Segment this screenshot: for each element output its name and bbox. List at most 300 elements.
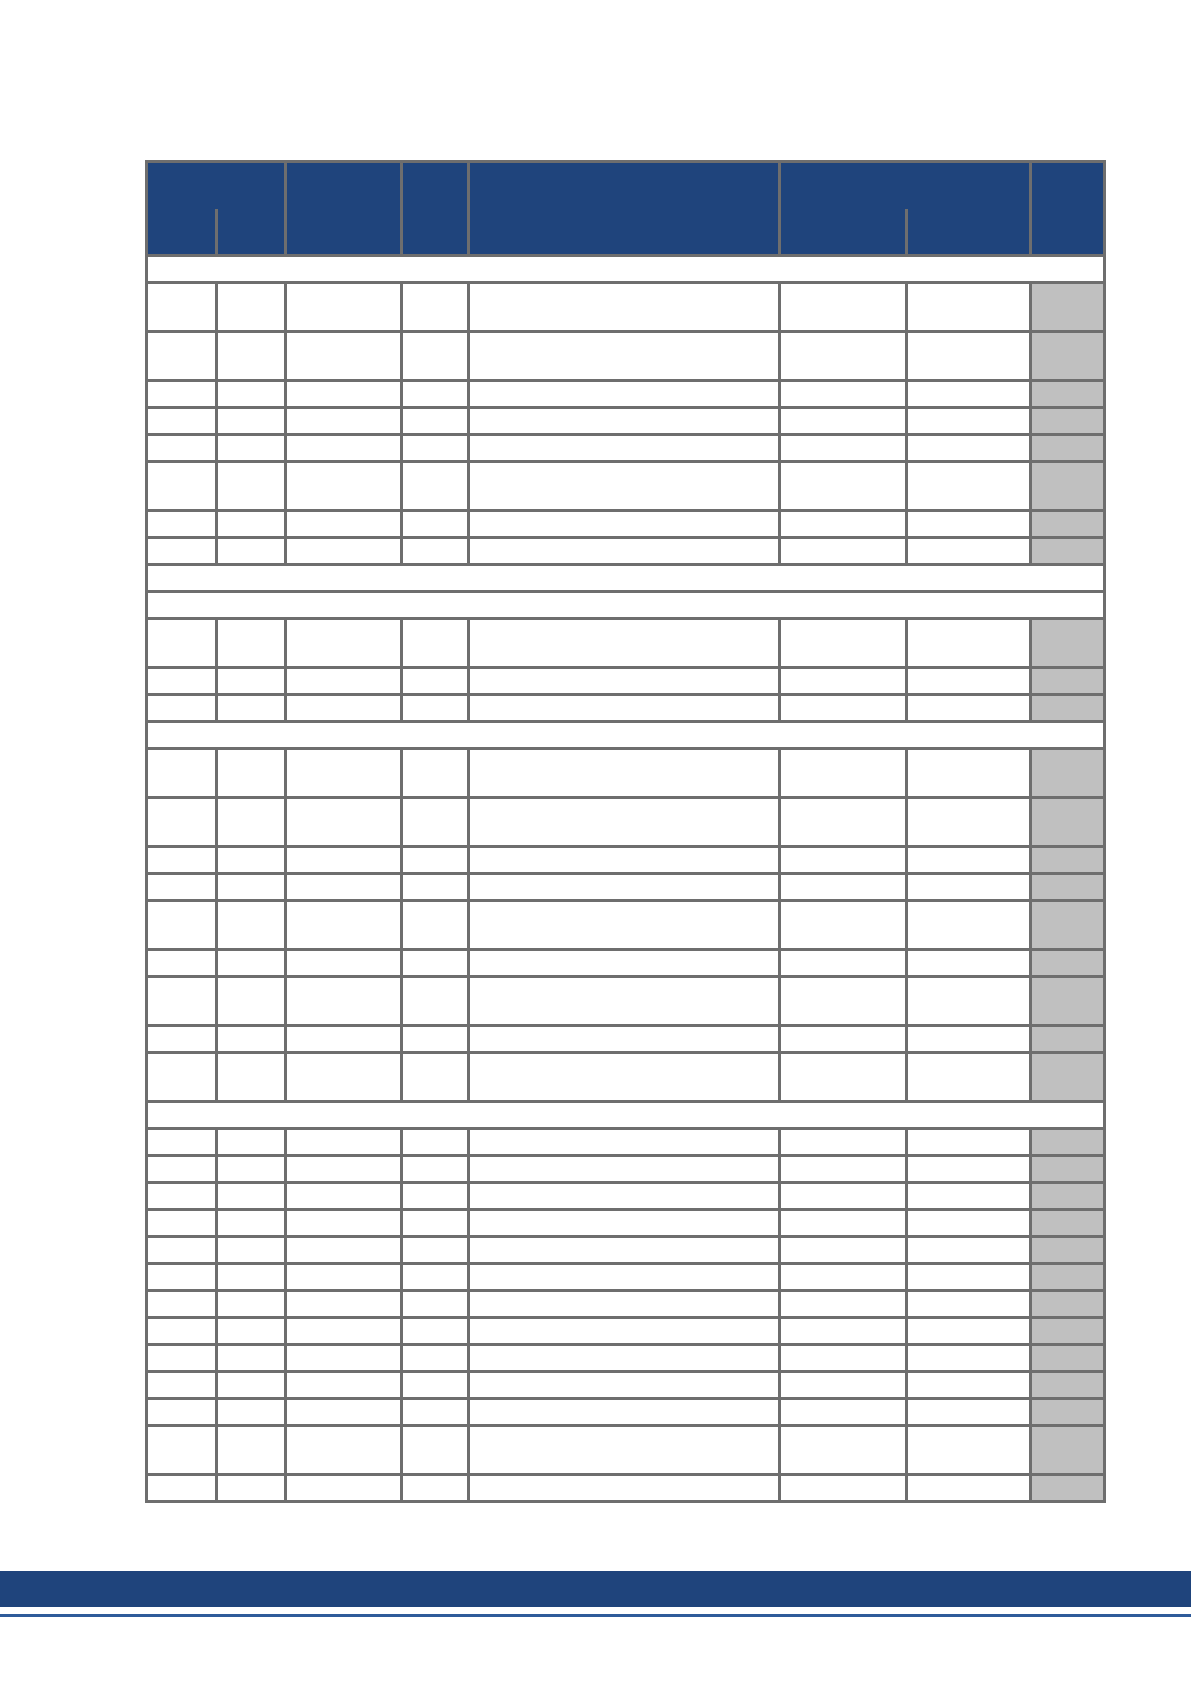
table-cell (217, 462, 286, 511)
table-cell (402, 538, 469, 565)
header-cell-8 (1031, 162, 1105, 256)
table-cell (780, 798, 907, 847)
table-cell (217, 1129, 286, 1156)
table-cell (907, 283, 1031, 332)
table-cell (907, 874, 1031, 901)
table-cell (1031, 1426, 1105, 1475)
table-cell (286, 619, 402, 668)
table-cell (217, 1026, 286, 1053)
table-cell (780, 1426, 907, 1475)
table-cell (1031, 462, 1105, 511)
table-cell (147, 1475, 217, 1502)
table-cell (907, 332, 1031, 381)
table-row (147, 847, 1105, 874)
table-cell (780, 1475, 907, 1502)
table-cell (402, 749, 469, 798)
table-cell (907, 1210, 1031, 1237)
table-cell (402, 847, 469, 874)
table-cell (217, 1345, 286, 1372)
table-cell (469, 462, 780, 511)
section-cell (147, 592, 1105, 619)
table-cell (217, 619, 286, 668)
table-cell (1031, 511, 1105, 538)
table-cell (217, 847, 286, 874)
table-cell (217, 381, 286, 408)
table-cell (286, 1053, 402, 1102)
table-cell (147, 283, 217, 332)
table-cell (402, 332, 469, 381)
table-cell (780, 1183, 907, 1210)
table-cell (469, 1129, 780, 1156)
table-cell (469, 901, 780, 950)
table-cell (907, 798, 1031, 847)
table-cell (780, 1372, 907, 1399)
table-cell (217, 1291, 286, 1318)
table-cell (147, 511, 217, 538)
table-row (147, 1129, 1105, 1156)
table-cell (402, 668, 469, 695)
table-cell (1031, 408, 1105, 435)
table-cell (147, 1318, 217, 1345)
table-cell (469, 1318, 780, 1345)
table-cell (286, 749, 402, 798)
table-cell (147, 1237, 217, 1264)
table-cell (402, 1426, 469, 1475)
table-cell (469, 381, 780, 408)
table-cell (907, 950, 1031, 977)
table-cell (147, 408, 217, 435)
table-cell (1031, 950, 1105, 977)
table-cell (217, 538, 286, 565)
table-cell (286, 1129, 402, 1156)
table-row (147, 1237, 1105, 1264)
table-cell (469, 1264, 780, 1291)
table-cell (780, 1026, 907, 1053)
table-cell (286, 1372, 402, 1399)
table-cell (907, 668, 1031, 695)
table-cell (780, 1053, 907, 1102)
table-cell (907, 1399, 1031, 1426)
table-cell (286, 798, 402, 847)
table-cell (217, 1318, 286, 1345)
table-cell (469, 1210, 780, 1237)
table-cell (1031, 332, 1105, 381)
table-cell (147, 695, 217, 722)
table-cell (907, 462, 1031, 511)
table-cell (1031, 668, 1105, 695)
table-cell (147, 1264, 217, 1291)
table-cell (402, 381, 469, 408)
table-cell (469, 1345, 780, 1372)
table-cell (907, 1264, 1031, 1291)
table-cell (907, 847, 1031, 874)
table-cell (402, 511, 469, 538)
table-cell (780, 1399, 907, 1426)
table-cell (286, 977, 402, 1026)
section-cell (147, 1102, 1105, 1129)
table-cell (907, 1426, 1031, 1475)
table-cell (1031, 381, 1105, 408)
table-cell (907, 749, 1031, 798)
table-cell (1031, 977, 1105, 1026)
table-cell (780, 1156, 907, 1183)
header-cell-1 (147, 209, 217, 256)
table-cell (1031, 283, 1105, 332)
table-cell (147, 381, 217, 408)
table-cell (907, 408, 1031, 435)
table-cell (286, 1237, 402, 1264)
table-cell (469, 511, 780, 538)
table-cell (217, 511, 286, 538)
table-cell (286, 874, 402, 901)
table-cell (217, 1053, 286, 1102)
table-cell (402, 1345, 469, 1372)
table-cell (217, 798, 286, 847)
table-cell (286, 1183, 402, 1210)
table-cell (1031, 874, 1105, 901)
table-cell (147, 1210, 217, 1237)
table-cell (907, 1129, 1031, 1156)
table-row (147, 798, 1105, 847)
table-cell (402, 1210, 469, 1237)
table-body (147, 256, 1105, 1502)
table-cell (286, 1210, 402, 1237)
table-cell (217, 1183, 286, 1210)
table-cell (402, 1053, 469, 1102)
table-cell (907, 511, 1031, 538)
table-cell (217, 435, 286, 462)
table-cell (286, 462, 402, 511)
table-cell (217, 332, 286, 381)
header-cell-3 (286, 162, 402, 256)
table-cell (780, 435, 907, 462)
header-cell-2 (217, 209, 286, 256)
table-row (147, 1183, 1105, 1210)
table-row (147, 950, 1105, 977)
table-cell (217, 695, 286, 722)
table-row (147, 1345, 1105, 1372)
table-row (147, 511, 1105, 538)
table-cell (469, 1183, 780, 1210)
table-cell (780, 1129, 907, 1156)
table-cell (217, 1264, 286, 1291)
table-cell (1031, 695, 1105, 722)
table-cell (217, 1156, 286, 1183)
table-cell (780, 1237, 907, 1264)
table-cell (217, 283, 286, 332)
table-cell (780, 283, 907, 332)
table-cell (907, 381, 1031, 408)
table-cell (907, 1318, 1031, 1345)
table-row (147, 1426, 1105, 1475)
table-cell (907, 977, 1031, 1026)
table-cell (286, 1318, 402, 1345)
table-cell (147, 538, 217, 565)
table-cell (780, 538, 907, 565)
table-cell (469, 1399, 780, 1426)
table-cell (1031, 847, 1105, 874)
table-cell (147, 1183, 217, 1210)
table-row (147, 283, 1105, 332)
table-row (147, 1291, 1105, 1318)
table-cell (147, 1345, 217, 1372)
table-cell (217, 1237, 286, 1264)
table-cell (907, 1183, 1031, 1210)
table-cell (217, 668, 286, 695)
table-row (147, 1372, 1105, 1399)
table-cell (1031, 1372, 1105, 1399)
table-cell (286, 332, 402, 381)
table-cell (286, 1475, 402, 1502)
table-cell (147, 332, 217, 381)
table-cell (469, 435, 780, 462)
table-cell (217, 977, 286, 1026)
table-cell (469, 1426, 780, 1475)
table-cell (286, 950, 402, 977)
table-cell (1031, 1264, 1105, 1291)
table-cell (147, 977, 217, 1026)
table-cell (1031, 538, 1105, 565)
header-row-top (147, 162, 1105, 209)
table-cell (286, 1426, 402, 1475)
table-cell (1031, 1345, 1105, 1372)
table-cell (147, 950, 217, 977)
header-cell-7 (907, 209, 1031, 256)
table-cell (907, 619, 1031, 668)
table-cell (402, 1237, 469, 1264)
table-cell (147, 1426, 217, 1475)
table-cell (780, 874, 907, 901)
table-cell (469, 1372, 780, 1399)
table-cell (1031, 1291, 1105, 1318)
table-cell (907, 1475, 1031, 1502)
table-cell (286, 435, 402, 462)
table-cell (402, 1183, 469, 1210)
table-cell (1031, 901, 1105, 950)
table-cell (1031, 1183, 1105, 1210)
section-cell (147, 722, 1105, 749)
table-cell (907, 1237, 1031, 1264)
table-cell (286, 1345, 402, 1372)
table-cell (147, 1291, 217, 1318)
table-row (147, 435, 1105, 462)
table-row (147, 977, 1105, 1026)
table-cell (402, 408, 469, 435)
table-cell (147, 1399, 217, 1426)
table-cell (780, 1345, 907, 1372)
table-cell (907, 538, 1031, 565)
table-cell (402, 1399, 469, 1426)
table-cell (402, 435, 469, 462)
table-cell (469, 977, 780, 1026)
table-cell (286, 668, 402, 695)
table-cell (1031, 1156, 1105, 1183)
table-cell (147, 901, 217, 950)
table-row (147, 462, 1105, 511)
table-cell (402, 462, 469, 511)
table-cell (780, 901, 907, 950)
table-cell (286, 695, 402, 722)
table-cell (907, 1372, 1031, 1399)
table-cell (402, 874, 469, 901)
table-row (147, 695, 1105, 722)
table-cell (780, 408, 907, 435)
table-cell (217, 950, 286, 977)
table-row (147, 1156, 1105, 1183)
section-row (147, 592, 1105, 619)
table-cell (469, 1291, 780, 1318)
table-cell (780, 668, 907, 695)
table-cell (217, 1399, 286, 1426)
table-cell (907, 435, 1031, 462)
table-row (147, 619, 1105, 668)
table-cell (469, 847, 780, 874)
table-cell (286, 901, 402, 950)
table-cell (286, 538, 402, 565)
table-cell (402, 798, 469, 847)
table-cell (217, 1475, 286, 1502)
table-cell (286, 408, 402, 435)
table-cell (147, 1372, 217, 1399)
table-cell (907, 901, 1031, 950)
table-cell (147, 1129, 217, 1156)
table-cell (217, 1210, 286, 1237)
table-cell (780, 749, 907, 798)
footer-band (0, 1571, 1191, 1607)
table-cell (469, 408, 780, 435)
table-cell (286, 1399, 402, 1426)
table-cell (469, 1026, 780, 1053)
table-cell (780, 511, 907, 538)
table-cell (469, 538, 780, 565)
section-row (147, 565, 1105, 592)
table-row (147, 1210, 1105, 1237)
table-cell (286, 1026, 402, 1053)
table-cell (907, 1053, 1031, 1102)
table-cell (469, 950, 780, 977)
table-cell (217, 874, 286, 901)
table-row (147, 538, 1105, 565)
section-row (147, 256, 1105, 283)
table-cell (402, 1264, 469, 1291)
table-cell (286, 283, 402, 332)
table-cell (469, 1475, 780, 1502)
table-cell (907, 695, 1031, 722)
table-cell (147, 798, 217, 847)
table-cell (147, 874, 217, 901)
table-cell (286, 1264, 402, 1291)
table-cell (147, 749, 217, 798)
table-cell (402, 1291, 469, 1318)
table-cell (217, 408, 286, 435)
table-row (147, 668, 1105, 695)
table-cell (469, 668, 780, 695)
table-cell (1031, 798, 1105, 847)
header-cell-5 (469, 162, 780, 256)
table-cell (469, 332, 780, 381)
table-cell (402, 901, 469, 950)
table-cell (1031, 1318, 1105, 1345)
table-cell (780, 332, 907, 381)
table-cell (780, 1264, 907, 1291)
table-header (147, 162, 1105, 256)
table-cell (469, 874, 780, 901)
data-table (145, 160, 1106, 1503)
table-cell (1031, 1210, 1105, 1237)
table-cell (1031, 1129, 1105, 1156)
table-row (147, 1318, 1105, 1345)
table-cell (1031, 1237, 1105, 1264)
table-cell (286, 511, 402, 538)
table-cell (402, 1318, 469, 1345)
table-cell (907, 1156, 1031, 1183)
table-cell (780, 1291, 907, 1318)
table-cell (1031, 1475, 1105, 1502)
table-cell (469, 798, 780, 847)
table-cell (147, 619, 217, 668)
table-cell (402, 1156, 469, 1183)
table-cell (469, 695, 780, 722)
table-cell (780, 462, 907, 511)
table-row (147, 901, 1105, 950)
table-row (147, 874, 1105, 901)
table-cell (147, 847, 217, 874)
table-cell (907, 1345, 1031, 1372)
table-row (147, 1026, 1105, 1053)
table-cell (286, 847, 402, 874)
table-cell (217, 1426, 286, 1475)
table-cell (469, 619, 780, 668)
table-cell (907, 1291, 1031, 1318)
table-cell (147, 435, 217, 462)
table-cell (469, 1237, 780, 1264)
table-cell (402, 950, 469, 977)
table-cell (286, 1291, 402, 1318)
header-cell-6 (780, 209, 907, 256)
table-cell (1031, 1026, 1105, 1053)
table-cell (402, 1129, 469, 1156)
header-cell-4 (402, 162, 469, 256)
table-cell (1031, 1399, 1105, 1426)
table-cell (469, 1156, 780, 1183)
table-cell (780, 1210, 907, 1237)
table-cell (402, 1475, 469, 1502)
table-cell (402, 283, 469, 332)
table-cell (402, 1026, 469, 1053)
table-row (147, 1053, 1105, 1102)
section-row (147, 722, 1105, 749)
table-cell (469, 749, 780, 798)
section-cell (147, 565, 1105, 592)
table-cell (780, 847, 907, 874)
table-cell (147, 1156, 217, 1183)
header-cell-group-2 (780, 162, 1031, 209)
table-cell (469, 1053, 780, 1102)
table-cell (402, 1372, 469, 1399)
table-cell (780, 977, 907, 1026)
table-cell (147, 668, 217, 695)
table-row (147, 408, 1105, 435)
section-cell (147, 256, 1105, 283)
footer-rule (0, 1614, 1191, 1617)
table-cell (780, 619, 907, 668)
table-row (147, 332, 1105, 381)
table-cell (780, 381, 907, 408)
table-cell (469, 283, 780, 332)
table-row (147, 381, 1105, 408)
table-cell (780, 695, 907, 722)
table-cell (286, 381, 402, 408)
